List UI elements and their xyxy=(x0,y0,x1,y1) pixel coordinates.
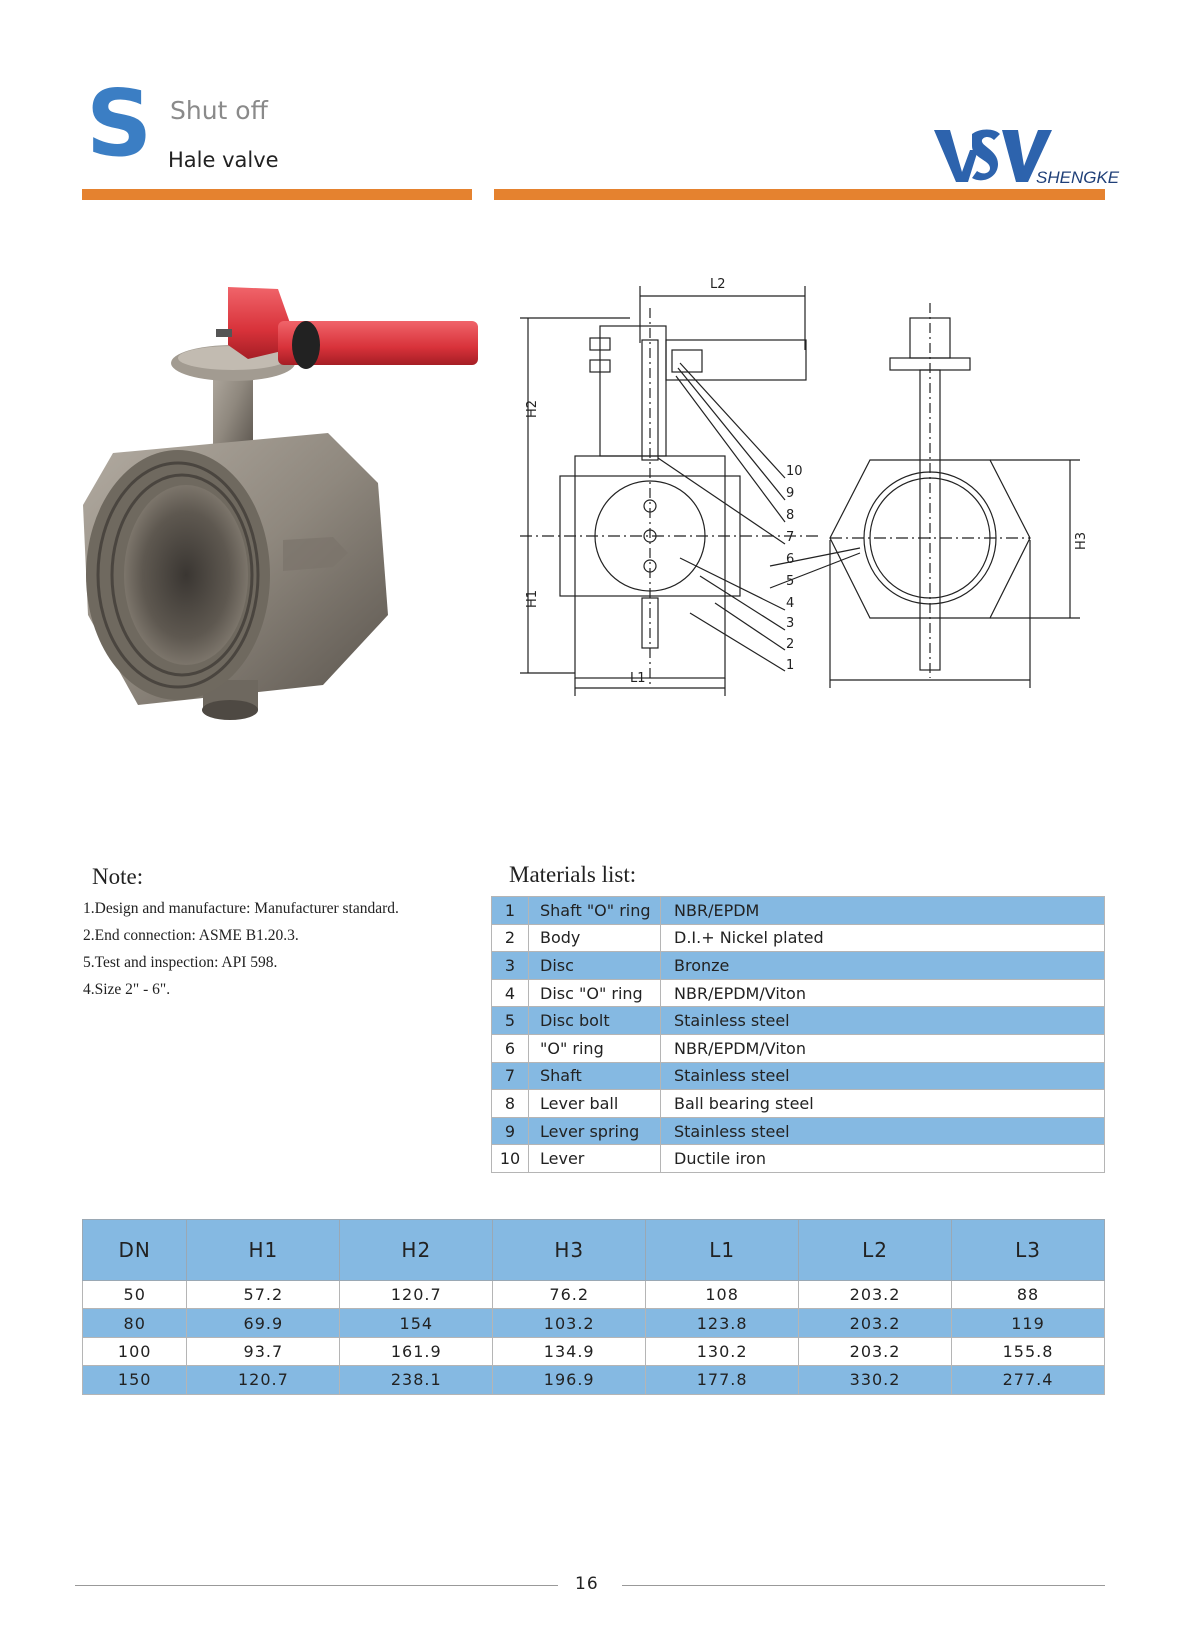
note-item: 2.End connection: ASME B1.20.3. xyxy=(83,927,299,944)
part-number: 9 xyxy=(492,1117,529,1145)
callout-9: 9 xyxy=(786,486,795,501)
table-row xyxy=(83,1309,1105,1337)
part-name: Lever spring xyxy=(529,1117,661,1145)
table-cell: 100 xyxy=(83,1337,187,1365)
table-row xyxy=(83,1366,1105,1394)
note-item: 4.Size 2" - 6". xyxy=(83,981,171,998)
table-row xyxy=(83,1337,1105,1365)
callout-10: 10 xyxy=(786,464,803,479)
table-cell: 130.2 xyxy=(646,1337,799,1365)
dim-label-h3: H3 xyxy=(1074,531,1089,550)
part-material: Stainless steel xyxy=(661,1007,1105,1035)
part-number: 5 xyxy=(492,1007,529,1035)
table-row xyxy=(83,1281,1105,1309)
technical-drawing xyxy=(500,268,1105,718)
table-cell: 150 xyxy=(83,1366,187,1394)
table-cell: 155.8 xyxy=(952,1337,1105,1365)
table-cell: 88 xyxy=(952,1281,1105,1309)
table-cell: 93.7 xyxy=(187,1337,340,1365)
note-item: 5.Test and inspection: API 598. xyxy=(83,954,278,971)
table-row xyxy=(492,897,1105,925)
table-cell: 57.2 xyxy=(187,1281,340,1309)
callout-5: 5 xyxy=(786,574,795,589)
part-number: 6 xyxy=(492,1034,529,1062)
table-row xyxy=(492,924,1105,952)
table-cell: 177.8 xyxy=(646,1366,799,1394)
part-material: D.I.+ Nickel plated xyxy=(661,924,1105,952)
callout-1: 1 xyxy=(786,658,795,673)
table-cell: 238.1 xyxy=(340,1366,493,1394)
callout-3: 3 xyxy=(786,616,795,631)
note-title: Note: xyxy=(92,864,144,889)
page-number: 16 xyxy=(575,1574,599,1594)
dimensions-table xyxy=(82,1219,1105,1395)
column-header-l3: L3 xyxy=(952,1220,1105,1281)
callout-2: 2 xyxy=(786,637,795,652)
callout-7: 7 xyxy=(786,530,795,545)
table-cell: 119 xyxy=(952,1309,1105,1337)
footer-rule-left xyxy=(75,1585,558,1586)
part-name: Disc "O" ring xyxy=(529,979,661,1007)
category-title: Shut off xyxy=(170,96,268,125)
dim-label-h2: H2 xyxy=(525,399,540,418)
column-header-dn: DN xyxy=(83,1220,187,1281)
column-header-h1: H1 xyxy=(187,1220,340,1281)
table-row xyxy=(492,1007,1105,1035)
callout-8: 8 xyxy=(786,508,795,523)
column-header-l2: L2 xyxy=(799,1220,952,1281)
callout-6: 6 xyxy=(786,552,795,567)
product-title: Hale valve xyxy=(168,148,279,172)
part-material: NBR/EPDM/Viton xyxy=(661,1034,1105,1062)
note-item: 1.Design and manufacture: Manufacturer standard. xyxy=(83,900,399,917)
part-number: 3 xyxy=(492,952,529,980)
dim-label-l1: L1 xyxy=(630,671,646,686)
table-row xyxy=(492,979,1105,1007)
part-number: 2 xyxy=(492,924,529,952)
table-cell: 134.9 xyxy=(493,1337,646,1365)
part-name: "O" ring xyxy=(529,1034,661,1062)
part-name: Disc bolt xyxy=(529,1007,661,1035)
table-cell: 103.2 xyxy=(493,1309,646,1337)
part-number: 10 xyxy=(492,1145,529,1173)
part-number: 8 xyxy=(492,1090,529,1118)
part-material: NBR/EPDM/Viton xyxy=(661,979,1105,1007)
table-row xyxy=(492,1145,1105,1173)
part-material: NBR/EPDM xyxy=(661,897,1105,925)
table-cell: 123.8 xyxy=(646,1309,799,1337)
table-cell: 330.2 xyxy=(799,1366,952,1394)
table-cell: 50 xyxy=(83,1281,187,1309)
materials-title: Materials list: xyxy=(509,862,637,887)
header-bar-right xyxy=(494,189,1105,200)
table-cell: 108 xyxy=(646,1281,799,1309)
table-cell: 76.2 xyxy=(493,1281,646,1309)
part-name: Disc xyxy=(529,952,661,980)
part-material: Stainless steel xyxy=(661,1062,1105,1090)
dim-label-h1: H1 xyxy=(525,589,540,608)
section-logo-letter: S xyxy=(86,70,153,177)
part-material: Bronze xyxy=(661,952,1105,980)
header-bar-left xyxy=(82,189,472,200)
table-cell: 161.9 xyxy=(340,1337,493,1365)
part-name: Lever xyxy=(529,1145,661,1173)
table-row xyxy=(492,1034,1105,1062)
part-name: Lever ball xyxy=(529,1090,661,1118)
dim-label-l2: L2 xyxy=(710,277,726,292)
table-row xyxy=(492,1117,1105,1145)
table-cell: 80 xyxy=(83,1309,187,1337)
product-photo xyxy=(78,285,478,745)
table-row xyxy=(492,1090,1105,1118)
table-cell: 203.2 xyxy=(799,1309,952,1337)
part-material: Ductile iron xyxy=(661,1145,1105,1173)
table-cell: 120.7 xyxy=(340,1281,493,1309)
part-material: Ball bearing steel xyxy=(661,1090,1105,1118)
part-number: 4 xyxy=(492,979,529,1007)
part-material: Stainless steel xyxy=(661,1117,1105,1145)
table-cell: 154 xyxy=(340,1309,493,1337)
callout-4: 4 xyxy=(786,596,795,611)
column-header-h3: H3 xyxy=(493,1220,646,1281)
part-name: Body xyxy=(529,924,661,952)
brand-logo xyxy=(932,126,1120,190)
part-name: Shaft xyxy=(529,1062,661,1090)
part-name: Shaft "O" ring xyxy=(529,897,661,925)
table-cell: 203.2 xyxy=(799,1281,952,1309)
table-cell: 203.2 xyxy=(799,1337,952,1365)
table-row xyxy=(492,1062,1105,1090)
table-cell: 196.9 xyxy=(493,1366,646,1394)
footer-rule-right xyxy=(622,1585,1105,1586)
part-number: 7 xyxy=(492,1062,529,1090)
table-cell: 69.9 xyxy=(187,1309,340,1337)
brand-name: SHENGKE xyxy=(1036,168,1120,187)
part-number: 1 xyxy=(492,897,529,925)
table-header-row xyxy=(83,1220,1105,1281)
column-header-h2: H2 xyxy=(340,1220,493,1281)
table-row xyxy=(492,952,1105,980)
materials-table xyxy=(491,896,1105,1173)
column-header-l1: L1 xyxy=(646,1220,799,1281)
table-cell: 120.7 xyxy=(187,1366,340,1394)
table-cell: 277.4 xyxy=(952,1366,1105,1394)
